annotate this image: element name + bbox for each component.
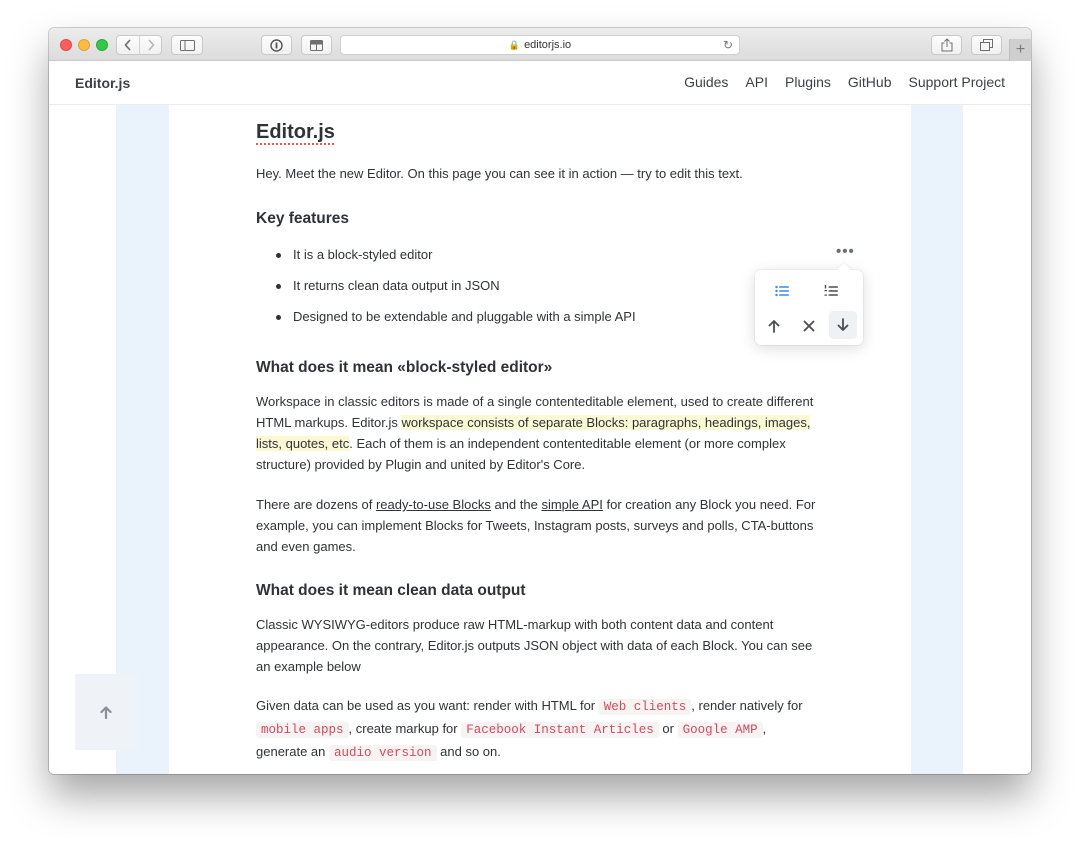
ordered-list-icon [824,284,838,298]
key-features-heading[interactable]: Key features [256,210,350,227]
duplicate-tabs-icon [980,39,993,51]
ordered-list-button[interactable] [817,277,845,305]
text-run: There are dozens of [256,497,376,512]
url-text: editorjs.io [524,39,572,51]
text-run: . Each of them is an independent contenteditable element (or more complex structure) provided by Plugin and united by Editor's Core. [256,436,786,472]
text-run: Workspace in classic editors is made of a single contenteditable element, used to create different HTML markups. Editor.js [256,394,814,430]
site-brand[interactable]: Editor.js [75,75,131,91]
move-up-icon [767,319,781,333]
side-band-right [911,105,963,774]
move-down-button[interactable] [829,311,857,339]
text-run: , create markup for [348,721,462,736]
scroll-to-top-button[interactable] [75,674,137,750]
browser-toolbar [49,28,1031,61]
text-run: Given data can be used as you want: render with HTML for [256,698,599,713]
privacy-icon [270,39,283,52]
plus-icon: + [1015,41,1026,58]
inline-code: Facebook Instant Articles [461,722,659,738]
block-settings-toggler[interactable] [836,243,855,260]
browser-window [49,28,1031,774]
text-run: , render natively for [691,698,803,713]
forward-button[interactable] [139,36,161,54]
inline-code: audio version [329,745,437,761]
list-item[interactable]: Designed to be extendable and pluggable with a simple API [256,306,636,337]
inline-code: Web clients [599,699,692,715]
nav-link-plugins[interactable]: Plugins [785,74,831,90]
new-tab-button[interactable] [1009,39,1031,61]
reader-button[interactable] [301,35,332,55]
share-icon [941,38,953,52]
move-up-button[interactable] [760,312,788,340]
move-down-icon [836,318,850,332]
highlighted-text: workspace consists of separate Blocks: paragraphs, headings, images, lists, quotes, etc [256,415,811,451]
block-paragraph-2[interactable] [256,494,821,557]
nav-link-support[interactable]: Support Project [908,74,1005,90]
arrow-up-icon [99,705,113,719]
back-button[interactable] [117,36,139,54]
block-paragraph-1[interactable] [256,391,821,475]
close-window-button[interactable] [60,39,72,51]
address-bar[interactable] [340,35,740,55]
unordered-list-icon [775,284,789,298]
editor-stage [49,105,1031,774]
features-list[interactable] [256,244,636,337]
privacy-report-button[interactable] [261,35,292,55]
clean-data-heading[interactable]: What does it mean clean data output [256,582,526,599]
text-run: or [658,721,678,736]
intro-paragraph[interactable]: Hey. Meet the new Editor. On this page you can see it in action — try to edit this text. [256,166,743,181]
delete-block-button[interactable] [795,312,823,340]
ellipsis-icon: ••• [836,243,855,260]
block-tunes-popover [755,270,863,345]
history-nav [116,35,162,55]
block-styled-heading[interactable]: What does it mean «block-styled editor» [256,359,553,376]
share-button[interactable] [931,35,962,55]
reload-icon[interactable]: ↻ [722,38,733,52]
tabs-button[interactable] [971,35,1002,55]
tabs-overview-icon [310,40,323,51]
site-nav [684,74,1005,90]
nav-link-github[interactable]: GitHub [847,74,892,90]
chevron-right-icon [147,39,155,51]
minimize-window-button[interactable] [78,39,90,51]
nav-link-guides[interactable]: Guides [684,74,729,90]
article-title[interactable]: Editor.js [256,121,335,143]
sidebar-button[interactable] [171,35,203,55]
lock-icon: 🔒 [508,39,521,50]
nav-link-api[interactable]: API [745,74,768,90]
delete-icon [802,319,816,333]
list-item[interactable]: It returns clean data output in JSON [256,275,636,306]
sidebar-icon [180,40,195,51]
simple-api-link[interactable]: simple API [541,497,603,512]
list-item[interactable]: It is a block-styled editor [256,244,636,275]
clean-paragraph-1[interactable]: Classic WYSIWYG-editors produce raw HTML-markup with both content data and content appearance. On the contrary, Editor.js outputs JSON object with data of each Block. You can see an example below [256,617,813,674]
text-run: and the [490,497,542,512]
unordered-list-button[interactable] [768,277,796,305]
clean-paragraph-2[interactable] [256,695,821,764]
inline-code: Google AMP [678,722,763,738]
zoom-window-button[interactable] [96,39,108,51]
chevron-left-icon [124,39,132,51]
text-run: and so on. [436,744,501,759]
ready-to-use-blocks-link[interactable]: ready-to-use Blocks [375,497,491,512]
inline-code: mobile apps [256,722,349,738]
site-header [49,61,1031,105]
text-run: for creation any Block you need. For example, you can implement Blocks for Tweets, Instagram posts, surveys and polls, CTA-buttons and even games. [256,497,816,554]
text-run: , generate an [256,721,767,759]
